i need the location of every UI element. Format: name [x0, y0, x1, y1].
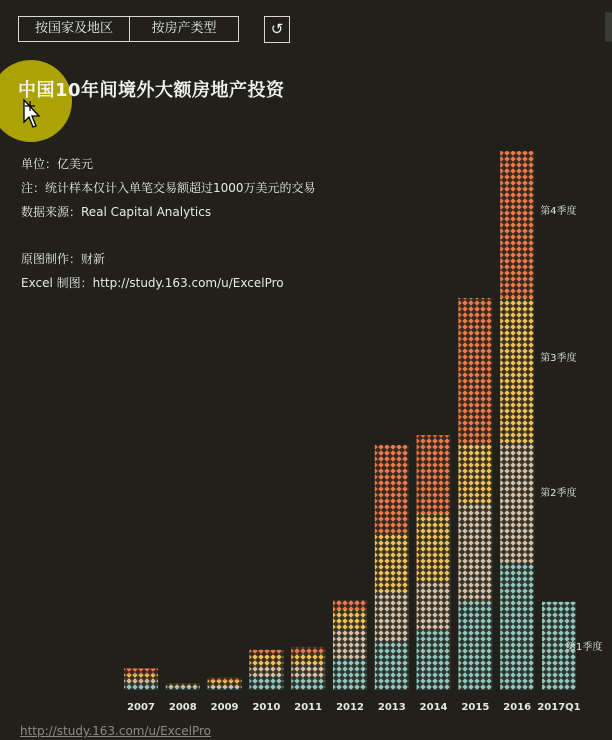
bar-segment [500, 298, 534, 445]
bar-stack [333, 600, 367, 690]
bar-segment [291, 679, 325, 690]
x-tick-label: 2008 [168, 702, 197, 713]
bar-segment [333, 600, 367, 610]
bar-stack [166, 683, 200, 690]
bar-segment [500, 563, 534, 690]
bar-segment [417, 435, 451, 513]
bar-segment [124, 680, 158, 685]
page-title: 中国10年间境外大额房地产投资 [18, 80, 285, 101]
x-tick-label: 2010 [252, 702, 281, 713]
unit-note: 单位：亿美元 [21, 157, 94, 171]
bar-segment [208, 685, 242, 688]
quarter-label: 第3季度 [540, 352, 577, 364]
tab-by-property-type[interactable]: 按房产类型 [130, 16, 239, 42]
quarter-label: 第1季度 [566, 641, 603, 653]
x-tick-label: 2016 [503, 702, 532, 713]
bar-segment [166, 684, 200, 685]
quarter-label: 第4季度 [540, 205, 577, 217]
bar-segment [375, 445, 409, 533]
excel-credit: Excel 制图：http://study.163.com/u/ExcelPro [21, 276, 284, 290]
x-tick-label: 2011 [294, 702, 323, 713]
original-credit: 原图制作：财新 [21, 252, 106, 266]
source-note: 数据来源：Real Capital Analytics [21, 205, 212, 219]
bar-segment [458, 602, 492, 690]
bar-segment [375, 641, 409, 690]
bar-segment [375, 592, 409, 641]
bar-segment [249, 655, 283, 668]
bar-segment [124, 674, 158, 680]
bar-segment [166, 683, 200, 684]
bar-segment [208, 688, 242, 690]
bar-segment [291, 653, 325, 665]
footer-link[interactable]: http://study.163.com/u/ExcelPro [20, 724, 212, 738]
bar-segment [500, 151, 534, 298]
x-tick-label: 2013 [377, 702, 406, 713]
x-tick-label: 2014 [419, 702, 448, 713]
bar-segment [249, 667, 283, 677]
bar-segment [124, 668, 158, 674]
bar-segment [417, 631, 451, 690]
bar-segment [375, 533, 409, 592]
bar-segment [208, 677, 242, 680]
x-tick-label: 2009 [210, 702, 239, 713]
bar-stack [417, 435, 451, 690]
bar-segment [500, 445, 534, 563]
refresh-icon: ↺ [270, 20, 284, 38]
bar-stack [208, 677, 242, 690]
bar-stack [375, 445, 409, 690]
bar-segment [166, 687, 200, 690]
x-tick-label: 2017Q1 [537, 702, 581, 713]
tab-by-country[interactable]: 按国家及地区 [18, 16, 130, 42]
bar-stack [124, 668, 158, 690]
bar-segment [458, 504, 492, 602]
bar-segment [333, 610, 367, 630]
bar-stack [291, 647, 325, 690]
bar-stack [249, 650, 283, 690]
bar-segment [249, 650, 283, 655]
bar-stack [500, 151, 534, 690]
bar-segment [208, 680, 242, 685]
bar-segment [124, 685, 158, 690]
bar-segment [417, 514, 451, 583]
bar-segment [333, 629, 367, 658]
bar-segment [458, 445, 492, 504]
bar-segment [417, 582, 451, 631]
bar-segment [333, 659, 367, 690]
bar-segment [458, 298, 492, 445]
bar-stack [458, 298, 492, 690]
x-tick-label: 2007 [127, 702, 155, 713]
sample-note: 注：统计样本仅计入单笔交易额超过1000万美元的交易 [21, 181, 316, 195]
bar-segment [249, 677, 283, 690]
x-tick-label: 2012 [336, 702, 364, 713]
bar-segment [291, 647, 325, 653]
bar-segment [166, 685, 200, 687]
quarter-label: 第2季度 [540, 488, 577, 500]
x-tick-label: 2015 [461, 702, 490, 713]
bar-segment [291, 665, 325, 680]
